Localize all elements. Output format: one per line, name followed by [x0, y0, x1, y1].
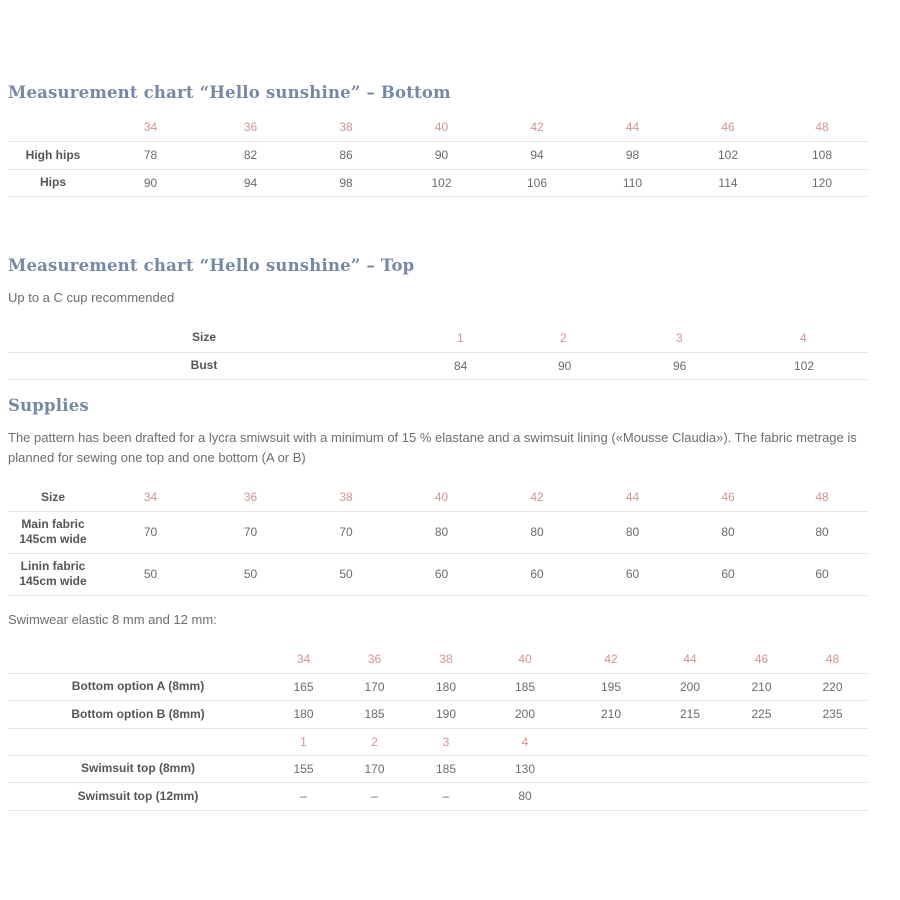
cell: 78: [98, 141, 203, 169]
cell: 130: [482, 755, 568, 782]
cell: 210: [568, 700, 654, 728]
size-header: 36: [367, 652, 382, 667]
row-label-line2: 145cm wide: [19, 574, 87, 588]
cell: 235: [797, 700, 868, 728]
top-chart-table: [8, 324, 868, 380]
cell: 80: [776, 511, 868, 553]
table-row: [8, 352, 868, 379]
size-header: 4: [800, 330, 807, 345]
cell: 180: [410, 673, 482, 700]
supplies-title: Supplies: [8, 396, 89, 415]
bottom-chart-table: [8, 114, 868, 197]
cell: 60: [394, 553, 489, 595]
elastic-size-header-row: [8, 646, 868, 673]
cup-note: Up to a C cup recommended: [8, 290, 175, 305]
cell: 80: [482, 782, 568, 810]
cell: –: [410, 782, 482, 810]
cell: 106: [489, 169, 585, 196]
size-header: 40: [434, 490, 449, 505]
supplies-table: [8, 484, 868, 596]
cell: 114: [680, 169, 776, 196]
cell: 220: [797, 673, 868, 700]
row-label-line2: 145cm wide: [19, 532, 87, 546]
size-header: 48: [815, 120, 829, 135]
elastic-table: [8, 646, 868, 811]
size-header: 38: [439, 652, 453, 667]
cell: 225: [726, 700, 797, 728]
size-header: 4: [482, 728, 568, 755]
size-header: 2: [339, 728, 410, 755]
cell: 185: [482, 673, 568, 700]
cell: 80: [680, 511, 776, 553]
cell: 165: [268, 673, 339, 700]
cell: –: [339, 782, 410, 810]
size-header: 44: [625, 490, 640, 505]
cell: 98: [585, 141, 680, 169]
cell: 195: [568, 673, 654, 700]
cell: 185: [339, 700, 410, 728]
supplies-description: The pattern has been drafted for a lycra smiwsuit with a minimum of 15 % elastane and a swimsuit lining («Mousse Claudia»). The fabric metrage is planned for sewing one top and one bottom (A or B): [8, 430, 857, 465]
cell: 60: [585, 553, 680, 595]
cell: 90: [524, 352, 620, 379]
cell: 80: [394, 511, 489, 553]
cell: 120: [776, 169, 868, 196]
cell: 50: [98, 553, 203, 595]
cell: 90: [98, 169, 203, 196]
size-header: 48: [815, 490, 829, 505]
top-chart-title: Measurement chart “Hello sunshine” – Top: [8, 256, 415, 275]
table-row: [8, 169, 868, 196]
table-row: [8, 141, 868, 169]
top-size-header-row: [8, 728, 868, 755]
bottom-chart-title: Measurement chart “Hello sunshine” – Bottom: [8, 83, 451, 102]
table-row: [8, 511, 868, 553]
cell: 86: [298, 141, 394, 169]
cell: 70: [203, 511, 298, 553]
table-row: [8, 553, 868, 595]
cell: 200: [482, 700, 568, 728]
row-label: Bust: [8, 352, 400, 379]
cell: 96: [620, 352, 744, 379]
size-header: 42: [604, 652, 618, 667]
row-label: Swimsuit top (12mm): [8, 782, 268, 810]
size-header: 2: [560, 330, 567, 345]
table-row: [8, 782, 868, 810]
size-header: 34: [143, 120, 158, 135]
size-header: 40: [518, 652, 532, 667]
size-header: 38: [339, 120, 353, 135]
size-header: 1: [457, 330, 464, 345]
elastic-note: Swimwear elastic 8 mm and 12 mm:: [8, 612, 217, 627]
cell: 200: [654, 673, 726, 700]
cell: 70: [298, 511, 394, 553]
cell: 60: [776, 553, 868, 595]
row-label: Bottom option B (8mm): [8, 700, 268, 728]
size-header: 46: [721, 490, 735, 505]
size-header: 38: [339, 490, 353, 505]
size-header: 46: [754, 652, 769, 667]
cell: 84: [400, 352, 524, 379]
size-header: 46: [721, 120, 735, 135]
cell: 102: [394, 169, 489, 196]
cell: 170: [339, 755, 410, 782]
size-header: 1: [268, 728, 339, 755]
size-label: Size: [40, 489, 65, 504]
top-size-header-row: [8, 324, 868, 352]
cell: 102: [680, 141, 776, 169]
cell: 80: [489, 511, 585, 553]
cell: 94: [203, 169, 298, 196]
cell: 50: [298, 553, 394, 595]
cell: 60: [680, 553, 776, 595]
table-row: [8, 673, 868, 700]
cell: 102: [744, 352, 868, 379]
cell: 215: [654, 700, 726, 728]
row-label: [8, 553, 98, 595]
cell: 94: [489, 141, 585, 169]
cell: 170: [339, 673, 410, 700]
size-header: 42: [530, 120, 544, 135]
cell: 185: [410, 755, 482, 782]
table-row: [8, 700, 868, 728]
row-label-line1: Main fabric: [21, 517, 85, 531]
supplies-size-header-row: [8, 484, 868, 511]
cell: 155: [268, 755, 339, 782]
size-header: 42: [530, 490, 544, 505]
size-header: 44: [683, 652, 697, 667]
size-header: 34: [143, 490, 158, 505]
size-header: 3: [410, 728, 482, 755]
row-label: [8, 511, 98, 553]
cell: 90: [394, 141, 489, 169]
cell: 82: [203, 141, 298, 169]
row-label: Swimsuit top (8mm): [8, 755, 268, 782]
size-header: 36: [243, 490, 258, 505]
size-header: 34: [296, 652, 311, 667]
cell: 70: [98, 511, 203, 553]
cell: 210: [726, 673, 797, 700]
cell: 110: [585, 169, 680, 196]
row-label-line1: Linin fabric: [20, 559, 86, 573]
bottom-size-header-row: [8, 114, 868, 141]
size-header: 48: [825, 652, 840, 667]
cell: 180: [268, 700, 339, 728]
size-header: 36: [243, 120, 258, 135]
size-header: 44: [625, 120, 640, 135]
size-label: Size: [191, 330, 216, 345]
size-header: 3: [676, 330, 683, 345]
row-label: High hips: [8, 141, 98, 169]
cell: 50: [203, 553, 298, 595]
row-label: Bottom option A (8mm): [8, 673, 268, 700]
cell: –: [268, 782, 339, 810]
cell: 190: [410, 700, 482, 728]
cell: 60: [489, 553, 585, 595]
table-row: [8, 755, 868, 782]
cell: 80: [585, 511, 680, 553]
size-header: 40: [434, 120, 449, 135]
cell: 108: [776, 141, 868, 169]
row-label: Hips: [8, 169, 98, 196]
cell: 98: [298, 169, 394, 196]
